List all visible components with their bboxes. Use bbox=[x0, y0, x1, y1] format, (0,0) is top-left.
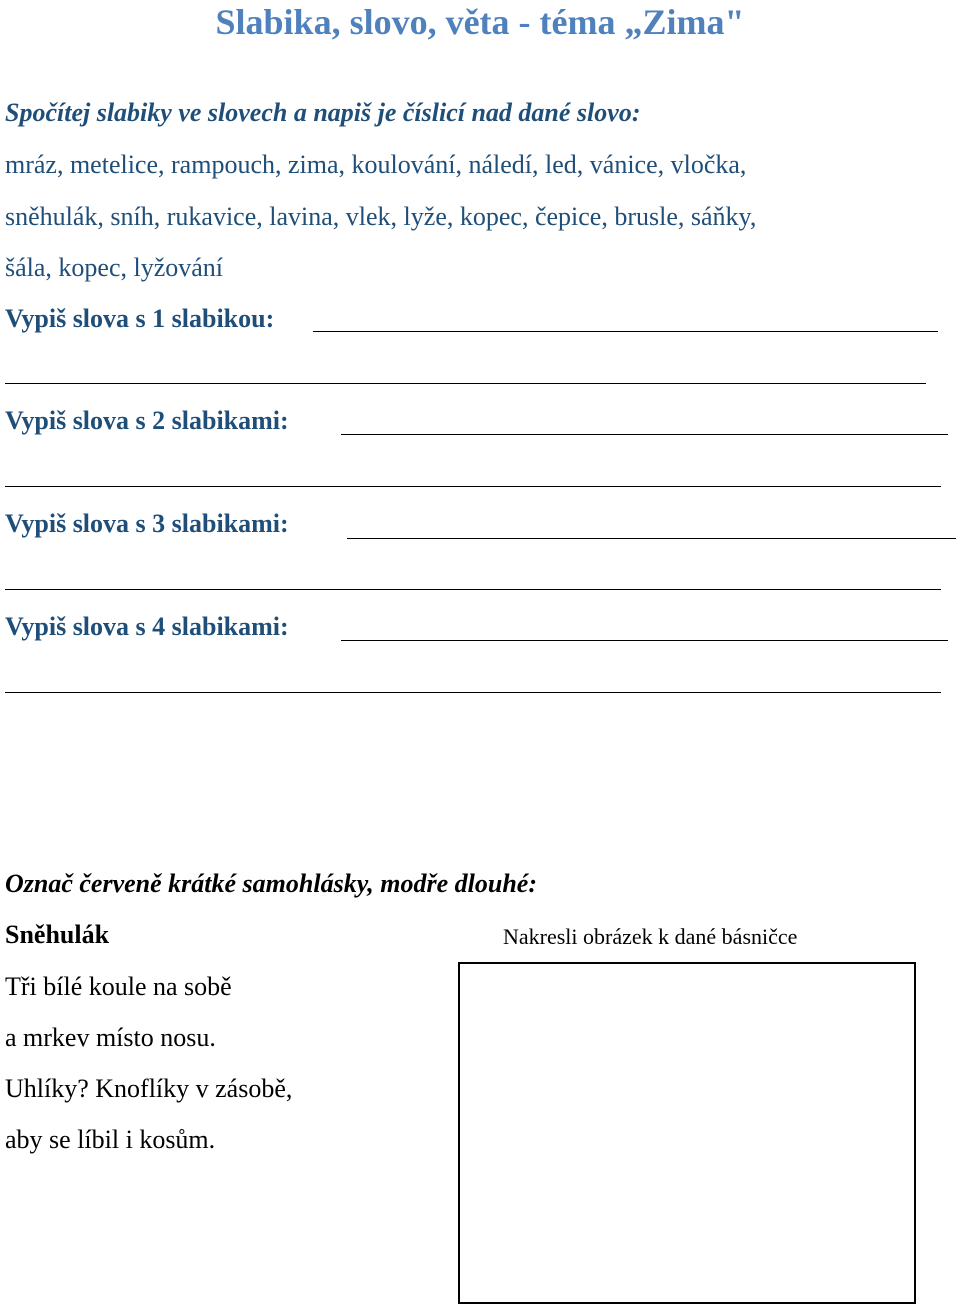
answer-line-3a[interactable] bbox=[347, 538, 956, 539]
poem-line-3: Uhlíky? Knoflíky v zásobě, bbox=[5, 1074, 293, 1103]
prompt-4-syllables: Vypiš slova s 4 slabikami: bbox=[5, 612, 289, 641]
answer-line-1b[interactable] bbox=[5, 383, 926, 384]
task2-heading: Označ červeně krátké samohlásky, modře dlouhé: bbox=[5, 869, 537, 898]
prompt-2-syllables: Vypiš slova s 2 slabikami: bbox=[5, 406, 289, 435]
poem-line-1: Tři bílé koule na sobě bbox=[5, 972, 232, 1001]
poem-title: Sněhulák bbox=[5, 920, 110, 949]
answer-line-2a[interactable] bbox=[341, 434, 948, 435]
prompt-1-syllable: Vypiš slova s 1 slabikou: bbox=[5, 304, 275, 333]
word-list-line-3: šála, kopec, lyžování bbox=[5, 253, 224, 282]
answer-line-4b[interactable] bbox=[5, 692, 941, 693]
task1-heading: Spočítej slabiky ve slovech a napiš je číslicí nad dané slovo: bbox=[5, 98, 641, 127]
prompt-3-syllables: Vypiš slova s 3 slabikami: bbox=[5, 509, 289, 538]
word-list-line-1: mráz, metelice, rampouch, zima, koulování, náledí, led, vánice, vločka, bbox=[5, 150, 747, 179]
answer-line-1a[interactable] bbox=[313, 331, 938, 332]
drawing-box[interactable] bbox=[458, 962, 916, 1304]
page-title: Slabika, slovo, věta - téma „Zima" bbox=[215, 2, 745, 42]
answer-line-4a[interactable] bbox=[341, 640, 948, 641]
answer-line-2b[interactable] bbox=[5, 486, 941, 487]
poem-line-2: a mrkev místo nosu. bbox=[5, 1023, 216, 1052]
answer-line-3b[interactable] bbox=[5, 589, 941, 590]
drawing-instruction: Nakresli obrázek k dané básničce bbox=[503, 924, 798, 949]
poem-line-4: aby se líbil i kosům. bbox=[5, 1125, 216, 1154]
word-list-line-2: sněhulák, sníh, rukavice, lavina, vlek, lyže, kopec, čepice, brusle, sáňky, bbox=[5, 202, 757, 231]
